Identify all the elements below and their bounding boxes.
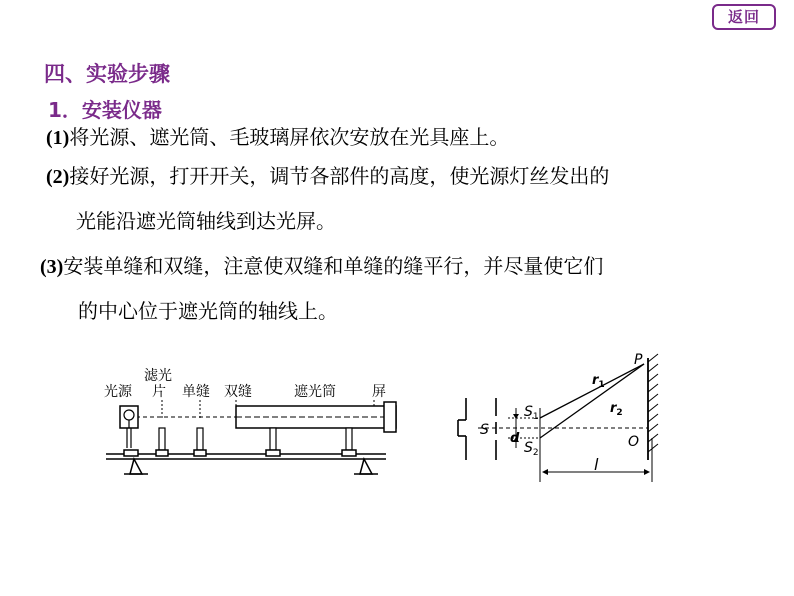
section-title: 四、实验步骤: [44, 62, 170, 86]
step-2: [46, 163, 609, 190]
label-screen: 屏: [372, 384, 386, 400]
label-filter-top: 滤光: [144, 368, 172, 384]
label-P: P: [634, 352, 643, 368]
single-slit-barrier: [458, 398, 466, 460]
step-3: [40, 253, 603, 280]
step-1-text: 将光源、遮光筒、毛玻璃屏依次安放在光具座上。: [69, 125, 510, 149]
section-subtitle: 1．安装仪器: [48, 98, 162, 122]
step-2-text: 接好光源，打开开关，调节各部件的高度，使光源灯丝发出的: [69, 164, 610, 188]
light-shield-tube: [236, 402, 396, 450]
step-3-continuation: 的中心位于遮光筒的轴线上。: [78, 299, 338, 323]
label-O: O: [628, 434, 640, 450]
back-button-label: 返回: [727, 8, 760, 26]
screen: [648, 354, 658, 460]
label-S1: $S_1$: [524, 404, 539, 422]
label-tube: 遮光筒: [294, 384, 336, 400]
step-3-text: 安装单缝和双缝，注意使双缝和单缝的缝平行，并尽量使它们: [63, 254, 604, 278]
step-1: [46, 124, 509, 151]
single-slit-post: [197, 428, 203, 450]
label-single-slit: 单缝: [182, 384, 210, 400]
back-button[interactable]: [712, 4, 776, 30]
label-filter-bottom: 片: [152, 384, 166, 400]
label-r1: $r_1$: [592, 373, 605, 390]
step-3-number: (3): [40, 256, 64, 278]
filter-post: [159, 428, 165, 450]
light-source-housing: [120, 406, 138, 448]
step-1-number: (1): [46, 127, 70, 149]
label-double-slit: 双缝: [224, 384, 252, 400]
label-r2: $r_2$: [610, 401, 623, 418]
double-slit-geometry-diagram: [448, 348, 678, 488]
label-d: d: [510, 431, 520, 446]
label-light-source: 光源: [104, 384, 132, 400]
optical-bench: [106, 450, 386, 474]
label-l: l: [594, 455, 599, 474]
apparatus-diagram: [96, 362, 416, 492]
step-2-number: (2): [46, 166, 70, 188]
label-S: S: [480, 422, 489, 438]
label-S2: $S_2$: [524, 440, 539, 458]
step-2-continuation: 光能沿遮光筒轴线到达光屏。: [76, 209, 336, 233]
